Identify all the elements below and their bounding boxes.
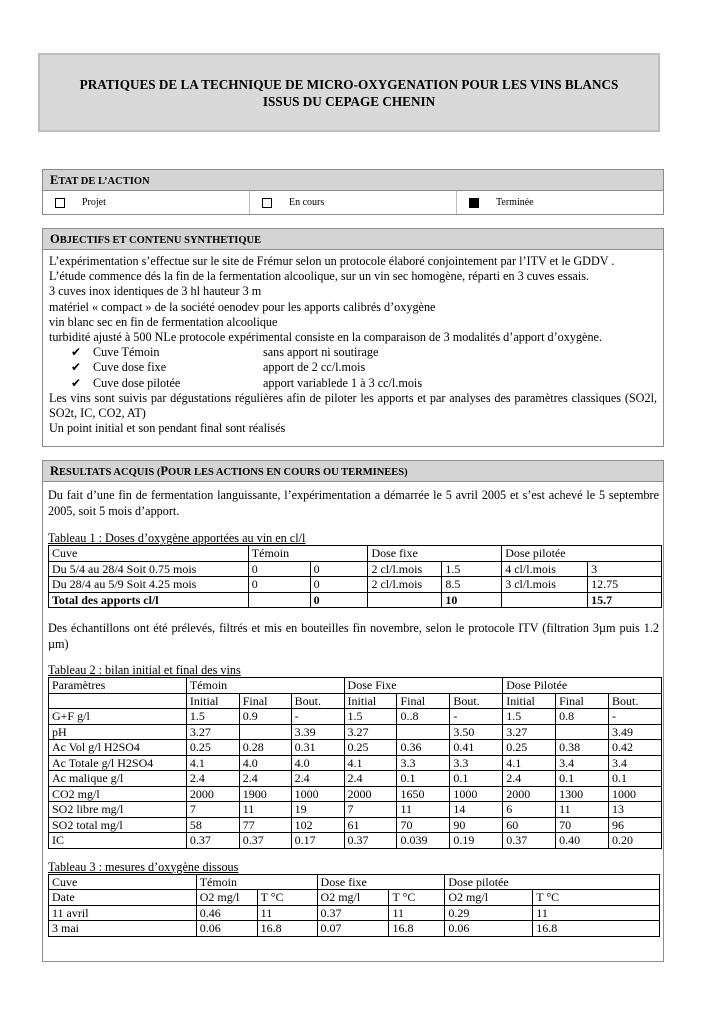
table-row [49, 921, 660, 937]
table-header-cell: Final [556, 693, 609, 709]
table-cell: 2000 [186, 786, 239, 802]
table-row [49, 786, 662, 802]
resultats-section [42, 460, 664, 962]
table-cell: Ac malique g/l [49, 771, 187, 787]
table-row [49, 833, 662, 849]
table-cell: 4 cl/l.mois [502, 561, 588, 577]
table-cell: 3.4 [556, 755, 609, 771]
table-cell: 4.1 [344, 755, 397, 771]
table-cell: 0.1 [450, 771, 503, 787]
table-cell: 70 [397, 817, 450, 833]
table-row [49, 693, 662, 709]
table-cell: 0.25 [503, 740, 556, 756]
resultats-heading-initial-2: P [160, 464, 169, 478]
table-cell: 0.20 [609, 833, 662, 849]
table-cell: 3.4 [609, 755, 662, 771]
objectifs-p7: Les vins sont suivis par dégustations régulières afin de piloter les apports et par analyses des paramètres classiques (SO2l, SO2t, IC, CO2, AT) [49, 390, 657, 421]
table3-caption: Tableau 3 : mesures d’oxygène dissous [48, 859, 239, 874]
table-header-cell: O2 mg/l [196, 890, 257, 906]
table-cell: 4.0 [291, 755, 344, 771]
table-cell: 0 [248, 561, 310, 577]
etat-options [43, 191, 663, 214]
table-cell [239, 724, 291, 740]
objectifs-p1: L’expérimentation s’effectue sur le site de Frémur selon un protocole élaboré conjointement par l’ITV et le GDDV . [49, 254, 615, 268]
table-cell: 4.0 [239, 755, 291, 771]
table-header-cell: T °C [533, 890, 660, 906]
table-cell: 0.1 [609, 771, 662, 787]
table-cell: 16.8 [533, 921, 660, 937]
table-cell: 2.4 [186, 771, 239, 787]
table-cell: 0 [310, 561, 368, 577]
check-desc: apport de 2 cc/l.mois [263, 360, 366, 375]
option-terminee[interactable] [457, 191, 663, 214]
objectifs-heading-initial: O [50, 232, 60, 246]
table-cell: 0.37 [344, 833, 397, 849]
table-row [49, 724, 662, 740]
table-cell: Ac Vol g/l H2SO4 [49, 740, 187, 756]
table-cell: 0.25 [186, 740, 239, 756]
table-cell: 3 [588, 561, 662, 577]
table-cell: IC [49, 833, 187, 849]
table-cell: 0.9 [239, 709, 291, 725]
table-row [49, 577, 662, 593]
table-cell: 60 [503, 817, 556, 833]
etat-section [42, 169, 664, 215]
page-title: PRATIQUES DE LA TECHNIQUE DE MICRO-OXYGENATION POUR LES VINS BLANCS ISSUS DU CEPAGE CHENIN [79, 76, 619, 109]
table-header-cell: Initial [186, 693, 239, 709]
objectifs-section [42, 228, 664, 447]
checkmark-icon: ✔ [71, 360, 82, 375]
objectifs-p6: turbidité ajusté à 500 NLe protocole expérimental consiste en la comparaison de 3 modalités d’apport d’oxygène. [49, 330, 603, 345]
table-cell: 8.5 [442, 577, 502, 593]
table-cell: 2000 [344, 786, 397, 802]
table-cell: - [450, 709, 503, 725]
check-cuve: Cuve dose pilotée [93, 375, 181, 390]
table-cell: 1.5 [186, 709, 239, 725]
table-cell: 12.75 [588, 577, 662, 593]
table-cell: 61 [344, 817, 397, 833]
table-row [49, 709, 662, 725]
table-cell: 1900 [239, 786, 291, 802]
table-cell: 13 [609, 802, 662, 818]
checkbox-en-cours[interactable] [262, 198, 272, 208]
option-projet-label: Projet [82, 197, 106, 208]
table-row [49, 755, 662, 771]
etat-heading-text: TAT DE L’ACTION [58, 176, 150, 187]
table-row [49, 678, 662, 694]
objectifs-heading-text: BJECTIFS ET CONTENU SYNTHETIQUE [59, 235, 262, 246]
table-row [49, 817, 662, 833]
table-cell [248, 592, 310, 608]
table-header-cell: O2 mg/l [317, 890, 389, 906]
table-cell: 0.37 [503, 833, 556, 849]
table-cell: 2.4 [503, 771, 556, 787]
table-cell: 1300 [556, 786, 609, 802]
option-terminee-label: Terminée [496, 197, 534, 208]
table-cell: 11 [257, 905, 317, 921]
table-header-cell: Bout. [609, 693, 662, 709]
table-row [49, 546, 662, 562]
table-cell [49, 693, 187, 709]
checkmark-icon: ✔ [71, 375, 82, 390]
table-cell: 7 [186, 802, 239, 818]
table-cell: 4.1 [186, 755, 239, 771]
table-header-cell: Date [49, 890, 197, 906]
table-cell [397, 724, 450, 740]
objectifs-p3: 3 cuves inox identiques de 3 hl hauteur 3 m [49, 284, 262, 299]
objectifs-p5: vin blanc sec en fin de fermentation alcoolique [49, 314, 278, 329]
table-cell: 3.27 [344, 724, 397, 740]
table-cell: 1000 [450, 786, 503, 802]
objectifs-p2: L’étude commence dés la fin de la fermentation alcoolique, sur un vin sec homogène, réparti en 3 cuves essais. [49, 269, 590, 284]
objectifs-p8: Un point initial et son pendant final sont réalisés [49, 421, 286, 436]
table-cell: 0.36 [397, 740, 450, 756]
table-cell: 102 [291, 817, 344, 833]
table-cell [368, 592, 442, 608]
table-header-cell: Initial [344, 693, 397, 709]
title-box [38, 53, 660, 132]
table-cell: 0.25 [344, 740, 397, 756]
table-cell: 1.5 [344, 709, 397, 725]
table-header-cell: Dose Pilotée [503, 678, 662, 694]
table-cell: 0.38 [556, 740, 609, 756]
table-cell: Total des apports cl/l [49, 592, 249, 608]
table-row [49, 874, 660, 890]
table-cell: SO2 total mg/l [49, 817, 187, 833]
table-cell: 0.06 [196, 921, 257, 937]
etat-heading [43, 170, 663, 191]
table-cell: pH [49, 724, 187, 740]
table1 [48, 545, 662, 608]
table-cell: 3.27 [186, 724, 239, 740]
objectifs-heading [43, 229, 663, 250]
objectifs-p4: matériel « compact » de la société oenodev pour les apports calibrés d’oxygène [49, 299, 436, 314]
table-cell: 11 [556, 802, 609, 818]
resultats-heading-text-2: OUR LES ACTIONS EN COURS OU TERMINEES) [168, 467, 408, 478]
table-cell: 0.19 [450, 833, 503, 849]
table-cell: 0.46 [196, 905, 257, 921]
table-cell: 3.39 [291, 724, 344, 740]
table-cell: 11 [389, 905, 445, 921]
table-cell: 0.06 [445, 921, 533, 937]
option-projet[interactable] [43, 191, 250, 214]
table2-caption: Tableau 2 : bilan initial et final des vins [48, 663, 241, 677]
table-cell: 0.8 [556, 709, 609, 725]
table-header-cell: Témoin [186, 678, 344, 694]
table-cell: 3.50 [450, 724, 503, 740]
table-cell: 96 [609, 817, 662, 833]
resultats-heading-text: ESULTATS ACQUIS ( [59, 467, 161, 478]
table-cell: 2.4 [239, 771, 291, 787]
table-cell: - [609, 709, 662, 725]
resultats-body [43, 482, 663, 937]
table-cell: 11 [239, 802, 291, 818]
table-header-cell: Final [397, 693, 450, 709]
checkbox-terminee[interactable] [469, 198, 479, 208]
table-cell: 2.4 [291, 771, 344, 787]
table-cell [556, 724, 609, 740]
table-cell: 70 [556, 817, 609, 833]
table-cell: 0.1 [397, 771, 450, 787]
table-cell: 3 cl/l.mois [502, 577, 588, 593]
table-cell: 1.5 [503, 709, 556, 725]
option-en-cours[interactable] [250, 191, 457, 214]
table-header-cell: Cuve [49, 546, 249, 562]
table-cell: 0.07 [317, 921, 389, 937]
table-header-cell: Bout. [450, 693, 503, 709]
table-cell: 11 avril [49, 905, 197, 921]
option-en-cours-label: En cours [289, 197, 325, 208]
table-cell: 0..8 [397, 709, 450, 725]
table-cell: 0.039 [397, 833, 450, 849]
table-cell: 0.37 [239, 833, 291, 849]
table-cell: 3.3 [450, 755, 503, 771]
table-header-cell: Final [239, 693, 291, 709]
table-header-cell: Dose pilotée [502, 546, 662, 562]
table-cell: 0.29 [445, 905, 533, 921]
table-cell: 0.37 [186, 833, 239, 849]
table-cell: 0.41 [450, 740, 503, 756]
table1-caption: Tableau 1 : Doses d’oxygène apportées au vin en cl/l [48, 531, 306, 545]
table-cell: 16.8 [389, 921, 445, 937]
table-cell: 2 cl/l.mois [368, 577, 442, 593]
table-header-cell: Témoin [248, 546, 368, 562]
table-cell: 14 [450, 802, 503, 818]
table-row [49, 890, 660, 906]
table-cell: 4.1 [503, 755, 556, 771]
resultats-mid: Des échantillons ont été prélevés, filtrés et mis en bouteilles fin novembre, selon le protocole ITV (filtration 3µm puis 1.2 µm) [48, 621, 659, 651]
table-header-cell: Dose fixe [317, 874, 445, 890]
table-header-cell: Cuve [49, 874, 197, 890]
check-item [49, 360, 657, 375]
table-header-cell: T °C [257, 890, 317, 906]
resultats-heading-initial: R [50, 464, 60, 478]
check-cuve: Cuve Témoin [93, 345, 160, 360]
table-row [49, 561, 662, 577]
table-cell: CO2 mg/l [49, 786, 187, 802]
table-cell: 0.28 [239, 740, 291, 756]
table-cell: 3.49 [609, 724, 662, 740]
table-cell: Ac Totale g/l H2SO4 [49, 755, 187, 771]
etat-heading-initial: E [50, 173, 59, 187]
table-cell: 0.17 [291, 833, 344, 849]
checkbox-projet[interactable] [55, 198, 65, 208]
table-cell: 2 cl/l.mois [368, 561, 442, 577]
table-cell: 3.27 [503, 724, 556, 740]
table-cell: 1000 [291, 786, 344, 802]
table-header-cell: Dose pilotée [445, 874, 660, 890]
table-header-cell: Dose fixe [368, 546, 502, 562]
objectifs-body [43, 250, 663, 436]
table3 [48, 874, 660, 937]
table-cell: 19 [291, 802, 344, 818]
resultats-heading [43, 461, 663, 482]
table-cell: 11 [397, 802, 450, 818]
table-cell: 2.4 [344, 771, 397, 787]
table-cell: 10 [442, 592, 502, 608]
table-row [49, 771, 662, 787]
check-item [49, 345, 657, 360]
table-cell: 0 [248, 577, 310, 593]
table-cell: 1650 [397, 786, 450, 802]
table-cell: 6 [503, 802, 556, 818]
table-cell: 2000 [503, 786, 556, 802]
table-cell: 90 [450, 817, 503, 833]
table-row [49, 802, 662, 818]
table-cell: 3 mai [49, 921, 197, 937]
check-cuve: Cuve dose fixe [93, 360, 167, 375]
table-header-cell: Témoin [196, 874, 317, 890]
table-cell: SO2 libre mg/l [49, 802, 187, 818]
table2 [48, 677, 662, 849]
table-cell: - [291, 709, 344, 725]
table-cell: 0.1 [556, 771, 609, 787]
table-cell: Du 5/4 au 28/4 Soit 0.75 mois [49, 561, 249, 577]
table-row [49, 740, 662, 756]
table-cell: 3.3 [397, 755, 450, 771]
table-cell: G+F g/l [49, 709, 187, 725]
table-header-cell: O2 mg/l [445, 890, 533, 906]
table-cell: 1.5 [442, 561, 502, 577]
table-cell: 15.7 [588, 592, 662, 608]
table-header-cell: T °C [389, 890, 445, 906]
table-cell: 11 [533, 905, 660, 921]
table-cell: 1000 [609, 786, 662, 802]
table-header-cell: Paramètres [49, 678, 187, 694]
resultats-intro: Du fait d’une fin de fermentation languissante, l’expérimentation a démarrée le 5 avril 2005 et s’est achevé le 5 septembre 2005, soit 5 mois d’apport. [48, 488, 659, 518]
table-cell: 0 [310, 577, 368, 593]
table-row [49, 905, 660, 921]
table-cell: 0.37 [317, 905, 389, 921]
table-cell: 77 [239, 817, 291, 833]
table-header-cell: Initial [503, 693, 556, 709]
table-cell: 58 [186, 817, 239, 833]
checkmark-icon: ✔ [71, 345, 82, 360]
table-cell: 0.42 [609, 740, 662, 756]
table-header-cell: Dose Fixe [344, 678, 503, 694]
table-cell: 0.31 [291, 740, 344, 756]
table-cell [502, 592, 588, 608]
check-desc: apport variablede 1 à 3 cc/l.mois [263, 375, 423, 390]
table-cell: 7 [344, 802, 397, 818]
table-row-total [49, 592, 662, 608]
check-item [49, 376, 657, 391]
table-header-cell: Bout. [291, 693, 344, 709]
table-cell: 0.40 [556, 833, 609, 849]
check-desc: sans apport ni soutirage [263, 345, 379, 360]
table-cell: 0 [310, 592, 368, 608]
table-cell: 16.8 [257, 921, 317, 937]
table-cell: Du 28/4 au 5/9 Soit 4.25 mois [49, 577, 249, 593]
